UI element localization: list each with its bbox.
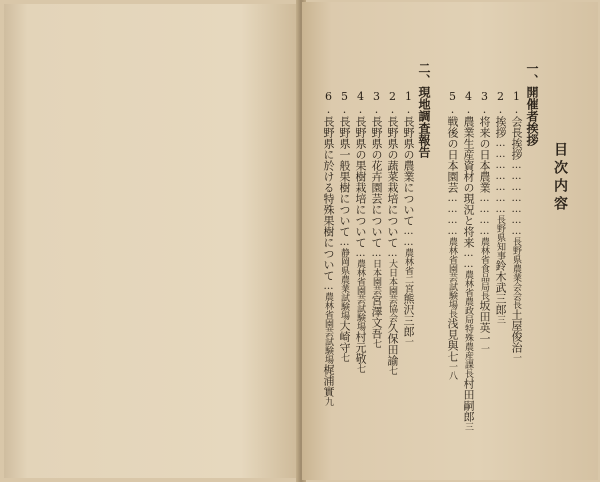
section1-heading: 一、開催者挨拶 bbox=[525, 62, 539, 146]
right-page bbox=[302, 2, 598, 480]
s1-item-2: 2.挨拶…………………長野県知事鈴木武三郎三 bbox=[494, 90, 507, 324]
toc-title: 目次内容 bbox=[552, 142, 568, 214]
left-page bbox=[4, 4, 300, 478]
s2-item-5: 5.長野県一般果樹について…静岡県農業試験場大崎守七 bbox=[338, 90, 351, 362]
s2-item-6: 6.長野県に於ける特殊果樹について…農林省園芸試験場梶浦實九 bbox=[322, 90, 335, 406]
s1-item-4: 4.農業生産資材の現況と将来……農林省農政局特殊農産課長村田嗣郎三 bbox=[462, 90, 475, 431]
s1-item-5: 5.戦後の日本園芸…………農林省園芸試験場長浅見與七一八 bbox=[446, 90, 459, 380]
section2-heading: 二、現地調査報告 bbox=[417, 62, 431, 158]
s2-item-4: 4.長野県の果樹栽培について…農林省園芸試験場村元敬七 bbox=[354, 90, 367, 373]
s1-item-1: 1.会長挨拶…………………長野県農業会会長土屋俊治一 bbox=[510, 90, 523, 362]
s2-item-3: 3.長野県の花卉園芸について…日本園芸宮澤文吾七 bbox=[370, 90, 383, 348]
s2-item-1: 1.長野県の農業について……農林省二宮熊沢三郎一 bbox=[402, 90, 415, 346]
s1-item-3: 3.将来の日本農業…………農林省食品局長坂田英一一 bbox=[478, 90, 491, 353]
s2-item-2: 2.長野県の蔬菜栽培について…大日本園芸協会久保田諭七 bbox=[386, 90, 399, 375]
